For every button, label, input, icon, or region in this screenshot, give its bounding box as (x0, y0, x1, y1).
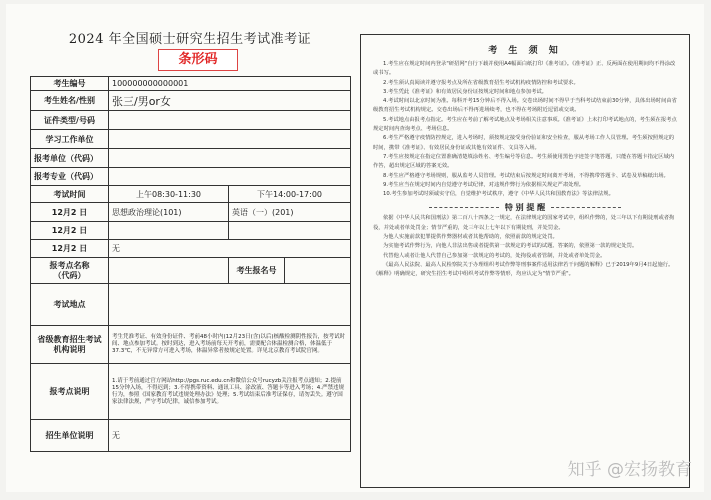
special-item: 代替他人或者让他人代替自己参加第一款规定的考试的，处拘役或者管制，并处或者单处罚金。 (383, 252, 606, 259)
id-label: 证件类型/号码 (31, 111, 109, 130)
notice-item: 10.考生参加考试时须诚实守信，自觉维护考试秩序，遵守《中华人民共和国教育法》等法律法规。 (383, 191, 614, 198)
special-heading-row (361, 202, 689, 213)
apply-major-value (109, 168, 351, 186)
work-unit-value (109, 130, 351, 149)
notice-item: 3.考生凭此《准考证》和有效居民身份证按规定时间和地点参加考试。 (383, 88, 547, 95)
day3-label: 12月2 日 (31, 240, 109, 258)
admission-ticket-sheet (6, 4, 704, 492)
special-heading: 特 别 提 醒 (504, 203, 546, 213)
exam-info-table (30, 76, 351, 452)
notice-panel (360, 34, 690, 488)
venue-value (109, 284, 351, 326)
barcode-area: 条形码 (158, 49, 238, 71)
id-value (109, 111, 351, 130)
watermark (568, 455, 692, 480)
notice-item: 1.考生应在规定时间内登录"研招网"自行下载并使用A4幅面白纸打印《准考证》。《准考证》正、反两面在使用期间均不得涂改或书写。 (373, 61, 676, 77)
apply-unit-label: 报考单位（代码） (31, 149, 109, 168)
day1-am-subject: 思想政治理论(101) (109, 203, 229, 222)
notice-heading: 考 生 须 知 (488, 46, 562, 56)
special-item: 依据《中华人民共和国刑法》第二百八十四条之一规定，在法律规定的国家考试中，组织作弊的，处三年以下有期徒刑或者拘役，并处或者单处罚金；情节严重的，处三年以上七年以下有期徒刑，并处罚金。 (373, 215, 675, 231)
notice-item: 7.考生应按规定在指定位置准确清楚填涂姓名、考生编号等信息。考生须使用黑色字迹签字笔答题，只能在答题卡指定区域内作答，超出规定区域的答案无效。 (373, 153, 675, 170)
notice-item: 5.考试地点由报考点指定。考生应在考前了解考试地点及考场相关注意事项。《准考证》上未打印考试地点的，考生须在报考点规定时间内查询考点、考场信息。 (373, 116, 677, 133)
name-gender-label: 考生姓名/性别 (31, 91, 109, 111)
exam-no-label-2: 考生报名号 (229, 258, 285, 284)
day1-label: 12月2 日 (31, 203, 109, 222)
day1-pm-subject: 英语（一）(201) (229, 203, 351, 222)
school-note-label: 招生单位说明 (31, 420, 109, 452)
special-item: 为他人实施前款犯罪提供作弊器材或者其他帮助的，依照前款的规定处罚。 (383, 234, 558, 241)
day3-value: 无 (109, 240, 351, 258)
day2-pm-subject (229, 222, 351, 240)
divider (429, 207, 499, 208)
ticket-left-panel (30, 14, 350, 46)
org-text: 考生凭准考证、有效身份证件、考前48小时内(12月23日(含)以后)核酸检测阴性报告，按考试时间、地点参加考试。按时到达，进入考场前每天开考前，需要配合体温检测合格，体温低于37.3℃，不无异常方可进入考场，体温异常者按规定处置。详见北京教育考试院官网。 (109, 326, 351, 364)
notice-list (361, 56, 689, 199)
day2-am-subject (109, 222, 229, 240)
work-unit-label: 学习工作单位 (31, 130, 109, 149)
exam-no-label: 考生编号 (31, 77, 109, 91)
notice-item: 8.考生应严格遵守考场规则，服从监考人员管理。考试结束后按规定时间离开考场，不得携带答题卡、试卷及草稿纸出场。 (383, 172, 669, 179)
exam-no-value: 100000000000001 (109, 77, 351, 91)
ticket-title: 2024 年全国硕士研究生招生考试准考证 (68, 32, 312, 47)
special-item: 《最高人民法院、最高人民检察院关于办理组织考试作弊等刑事案件适用法律若干问题的解释》已于2019年9月4日起施行。《解释》明确规定，研究生招生考试中组织考试作弊等情形，均应认定为"情节严重"。 (373, 261, 674, 278)
venue-label: 考试地点 (31, 284, 109, 326)
apply-major-label: 报考专业（代码） (31, 168, 109, 186)
org-label: 省级教育招生考试机构说明 (31, 326, 109, 364)
divider (551, 207, 621, 208)
site-value (109, 258, 229, 284)
notice-item: 2.考生须认真阅读并遵守报考点及所在省级教育招生考试机构疫情防控和考试要求。 (383, 79, 579, 86)
notice-item: 9.考生应当在规定时间内自觉遵守考试纪律，对违规作弊行为依据相关规定严肃处理。 (383, 181, 585, 188)
apply-unit-value (109, 149, 351, 168)
day2-label: 12月2 日 (31, 222, 109, 240)
special-item: 为实施考试作弊行为，向他人非法出售或者提供第一款规定的考试的试题、答案的，依照第一款的规定处罚。 (383, 243, 638, 250)
special-list (361, 214, 689, 279)
morning-time: 上午08:30-11:30 (109, 186, 229, 203)
name-gender-value: 张三/男or女 (109, 91, 351, 111)
site-note-text: 1.请于考前通过官方网站http://pgs.ruc.edu.cn和微信公众号rucyzb关注报考点通知；2.提前15分钟入场，不得迟到；3.不得携带资料、通讯工具、涂改液、答题卡等进入考场；4.严禁违规行为，参照《国家教育考试违规处理办法》处理；5.考试结束后准考证保存，请勿丢失。遵守国家法律法规，严守考试纪律，诚信参加考试。 (109, 364, 351, 420)
afternoon-time: 下午14:00-17:00 (229, 186, 351, 203)
site-note-label: 报考点说明 (31, 364, 109, 420)
school-note-value: 无 (109, 420, 351, 452)
time-label: 考试时间 (31, 186, 109, 203)
notice-item: 4.考试时间以北京时间为准。每科开考15分钟后不得入场。交卷出场时间不得早于当科考试结束前30分钟，具体出场时间由省级教育招生考试机构规定。交卷出场后不得再进场续考，也不得在考场附近逗留或交谈。 (373, 98, 677, 114)
exam-no-value-2 (285, 258, 351, 284)
site-label: 报考点名称 （代码） (31, 258, 109, 284)
watermark-text: 知乎 @宏扬教育 (567, 460, 692, 480)
notice-item: 6.考生严格遵守疫情防控规定，进入考场时，须按规定接受身份验证和安全检查，服从考场工作人员管理。考生须按照规定的时间，携带《准考证》、有效居民身份证或其他有效证件、文具等入场。 (373, 135, 675, 151)
